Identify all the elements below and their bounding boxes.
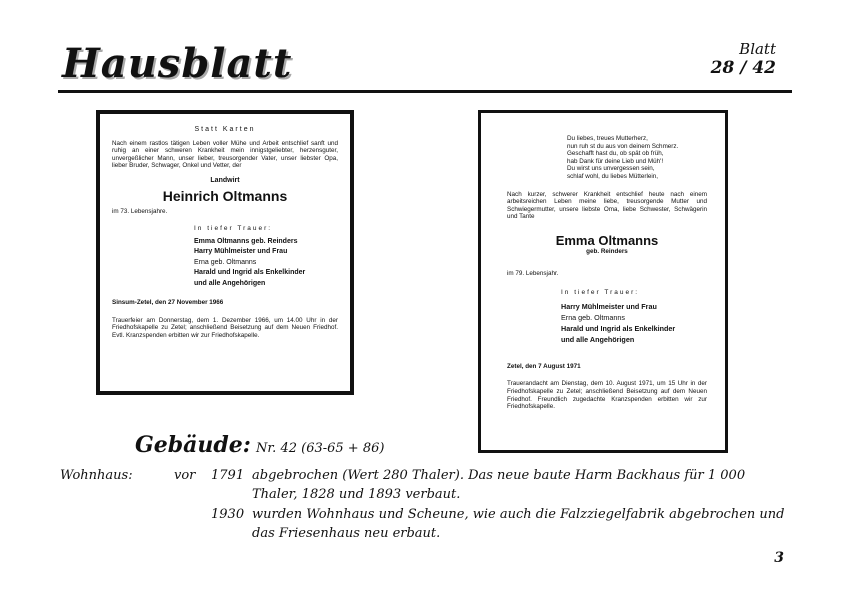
poem-line-1: Du liebes, treues Mutterherz, xyxy=(567,135,648,142)
notice-heading: Statt Karten xyxy=(194,126,256,133)
notice-intro: Nach kurzer, schwerer Krankheit entschlief heute nach einem arbeitsreichen Leben meine liebe, treusorgende Mutter und Schwiegermutter, unsere liebste Oma, liebe Schwester, Schwägerin und Tante xyxy=(507,190,707,221)
mourner-2: Harry Mühlmeister und Frau xyxy=(194,248,288,256)
funeral-info: Trauerandacht am Dienstag, dem 10. August 1971, um 15 Uhr in der Friedhofskapelle zu Zetel; anschließend Beisetzung auf dem Neuen Friedhof. Freundlich zugedachte Kranzspenden erbitten wir zur Friedhofskapelle. xyxy=(507,380,707,411)
header-divider xyxy=(58,90,792,93)
mourner-4: Harald und Ingrid als Enkelkinder xyxy=(194,269,306,277)
notice-occupation: Landwirt xyxy=(210,176,240,184)
mourner-1: Harry Mühlmeister und Frau xyxy=(561,301,657,311)
notice-intro: Nach einem rastlos tätigen Leben voller Mühe und Arbeit entschlief sanft und ruhig an einer schweren Krankheit mein innigstgeliebter, herzensguter, unvergeßlicher Mann, unser lieber, treusorgender Vater, unser liebster Opa, lieber Bruder, Schwager, Onkel und Vetter, der xyxy=(112,139,338,170)
building-label: Gebäude: xyxy=(135,432,251,458)
poem-line-4: hab Dank für deine Lieb und Müh'! xyxy=(567,157,664,165)
wohnhaus-prefix: vor xyxy=(174,468,196,483)
deceased-maiden-name: geb. Reinders xyxy=(586,247,628,255)
mourner-4: und alle Angehörigen xyxy=(561,334,635,344)
deceased-age: im 73. Lebensjahre. xyxy=(112,207,168,215)
deceased-name: Emma Oltmanns xyxy=(555,232,659,248)
place-date: Sinsum-Zetel, den 27 November 1966 xyxy=(112,299,224,307)
deceased-age: im 79. Lebensjahr. xyxy=(507,269,559,277)
page-title: Hausblatt xyxy=(62,40,293,87)
mourner-3: Harald und Ingrid als Enkelkinder xyxy=(561,323,676,333)
place-date: Zetel, den 7 August 1971 xyxy=(507,362,581,370)
entry-text-1a: abgebrochen (Wert 280 Thaler). Das neue baute Harm Backhaus für 1 000 xyxy=(252,468,746,483)
wohnhaus-label: Wohnhaus: xyxy=(60,468,133,483)
entry-year-1: 1791 xyxy=(211,468,245,483)
poem-line-3: Geschafft hast du, ob spät ob früh, xyxy=(567,150,664,158)
obituary-notice-right xyxy=(478,110,728,453)
entry-text-2b: das Friesenhaus neu erbaut. xyxy=(252,526,441,541)
funeral-info: Trauerfeier am Donnerstag, dem 1. Dezember 1966, um 14.00 Uhr in der Friedhofskapelle zu Zetel; anschließend Beisetzung auf dem Neuen Friedhof. Evtl. Kranzspenden erbitten wir zur Friedhofskapelle. xyxy=(112,316,338,340)
building-heading xyxy=(135,432,384,458)
building-number: Nr. 42 (63-65 + 86) xyxy=(256,441,385,456)
poem-line-6: schlaf wohl, du liebes Mütterlein, xyxy=(567,172,659,180)
poem-line-2: nun ruh st du aus von deinem Schmerz. xyxy=(567,142,679,150)
obituary-notice-left xyxy=(96,110,354,395)
sheet-number xyxy=(711,40,776,78)
page-number: 3 xyxy=(774,550,784,566)
mourner-5: und alle Angehörigen xyxy=(194,279,266,287)
mourner-3: Erna geb. Oltmanns xyxy=(194,258,257,266)
entry-text-1b: Thaler, 1828 und 1893 verbaut. xyxy=(252,487,461,502)
entry-year-2: 1930 xyxy=(211,507,245,522)
mourner-1: Emma Oltmanns geb. Reinders xyxy=(194,237,298,245)
sheet-count: 28 / 42 xyxy=(710,58,776,78)
entry-text-2a: wurden Wohnhaus und Scheune, wie auch die Falzziegelfabrik abgebrochen und xyxy=(252,507,785,522)
mourner-2: Erna geb. Oltmanns xyxy=(561,312,625,322)
deceased-name: Heinrich Oltmanns xyxy=(162,187,288,204)
mourning-heading: In tiefer Trauer: xyxy=(561,289,640,297)
sheet-label: Blatt xyxy=(739,40,776,58)
mourning-heading: In tiefer Trauer: xyxy=(194,225,273,233)
poem-line-5: Du wirst uns unvergessen sein, xyxy=(567,165,655,173)
